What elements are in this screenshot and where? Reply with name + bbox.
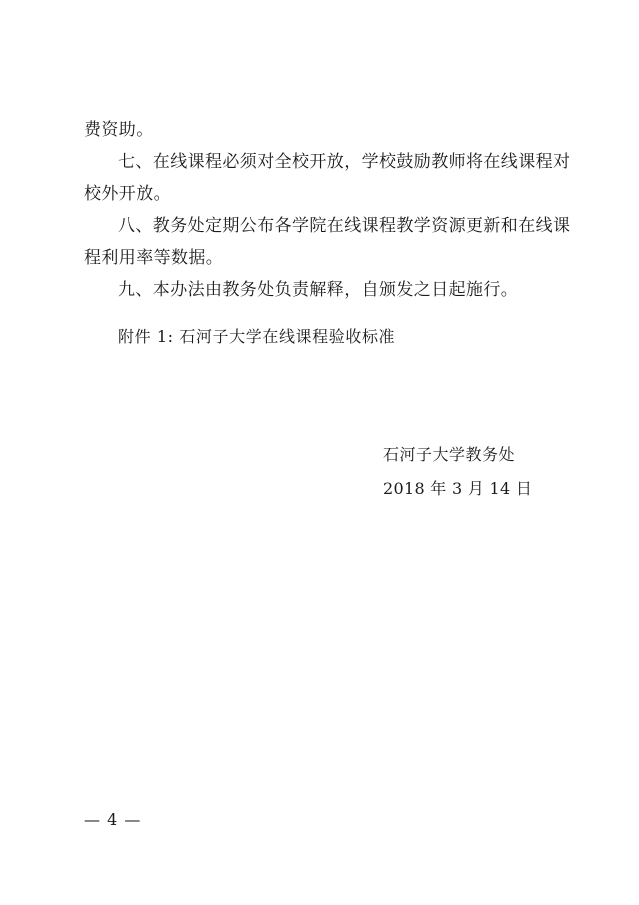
body-line-1: 费资助。 (84, 120, 154, 140)
body-line-2: 七、在线课程必须对全校开放，学校鼓励教师将在线课程对 (118, 152, 571, 172)
attachment-note: 附件 1: 石河子大学在线课程验收标准 (118, 327, 396, 346)
body-line-3: 校外开放。 (84, 184, 171, 204)
body-line-5: 程利用率等数据。 (84, 248, 224, 268)
signature-date: 2018 年 3 月 14 日 (383, 479, 533, 498)
signature-organization: 石河子大学教务处 (383, 445, 516, 464)
body-line-6: 九、本办法由教务处负责解释，自颁发之日起施行。 (118, 280, 519, 300)
body-line-4: 八、教务处定期公布各学院在线课程教学资源更新和在线课 (118, 216, 571, 236)
page-number: — 4 — (84, 810, 142, 829)
